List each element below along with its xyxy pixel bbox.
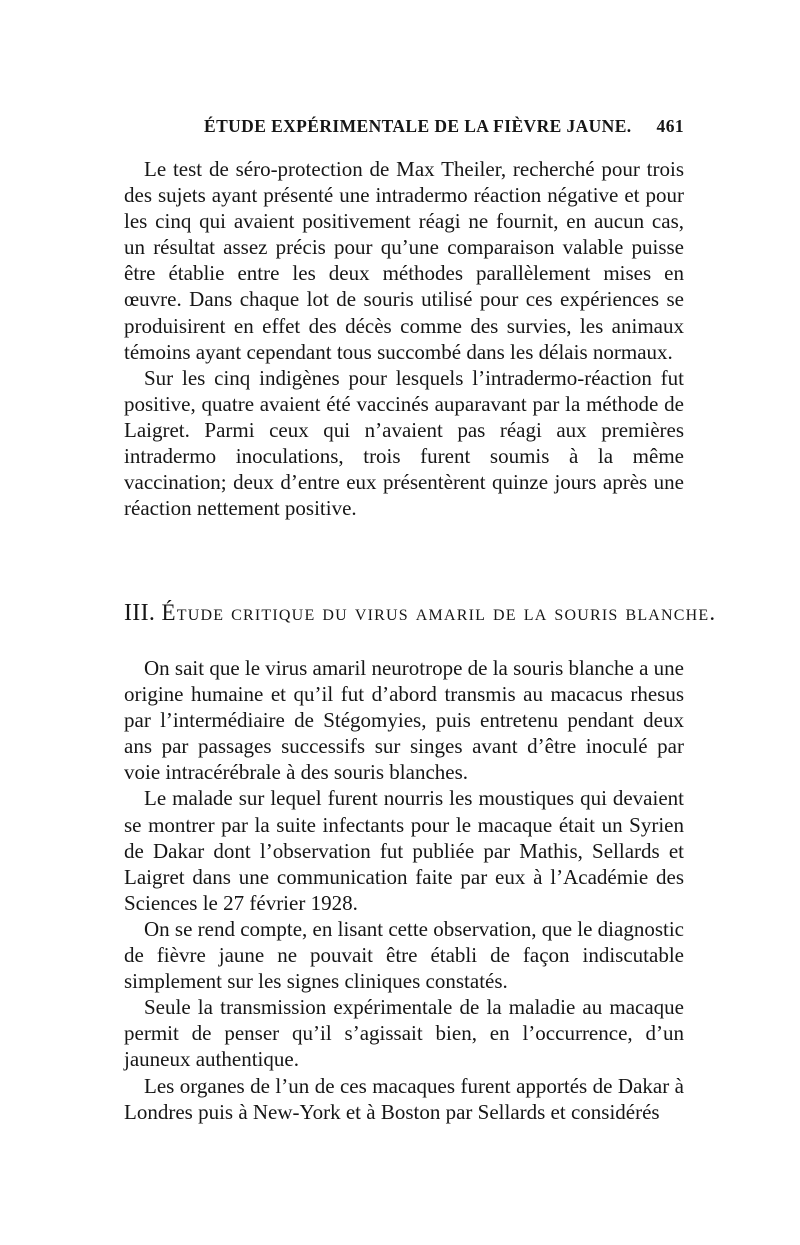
paragraph: Sur les cinq indigènes pour lesquels l’intradermo-réaction fut positive, quatre avaient été vaccinés auparavant par la méthode de Laigret. Parmi ceux qui n’avaient pas réagi aux premières intradermo inoculations, trois furent soumis à la même vaccination; deux d’entre eux présentèrent quinze jours après une réaction nettement positive. xyxy=(124,365,684,521)
section-heading xyxy=(124,600,717,627)
paragraph: Le malade sur lequel furent nourris les moustiques qui devaient se montrer par la suite infectants pour le macaque était un Syrien de Dakar dont l’observation fut publiée par Mathis, Sellards et Laigret dans une communication faite par eux à l’Académie des Sciences le 27 février 1928. xyxy=(124,786,684,915)
text-block-after-section xyxy=(124,655,684,1125)
paragraph: Le test de séro-protection de Max Theiler, recherché pour trois des sujets ayant présenté une intradermo réaction négative et pour les cinq qui avaient positivement réagi ne fournit, en aucun cas, un résultat assez précis pour qu’une comparaison valable puisse être établie entre les deux méthodes parallèlement mises en œuvre. Dans chaque lot de souris utilisé pour ces expériences se produisirent en effet des décès comme des survies, les animaux témoins ayant cependant tous succombé dans les délais normaux. xyxy=(124,157,684,364)
section-title: Étude critique du virus amaril de la souris blanche. xyxy=(161,600,717,625)
text-block-before-section xyxy=(124,156,684,521)
paragraph: Seule la transmission expérimentale de la maladie au macaque permit de penser qu’il s’agissait bien, en l’occurrence, d’un jauneux authentique. xyxy=(124,995,684,1072)
page-number: 461 xyxy=(656,116,684,136)
section-number: III. xyxy=(124,600,156,626)
running-head xyxy=(124,116,684,146)
running-title: ÉTUDE EXPÉRIMENTALE DE LA FIÈVRE JAUNE. xyxy=(204,116,632,136)
paragraph: On sait que le virus amaril neurotrope de la souris blanche a une origine humaine et qu’il fut d’abord transmis au macacus rhesus par l’intermédiaire de Stégomyies, puis entretenu pendant deux ans par passages successifs sur singes avant d’être inoculé par voie intracérébrale à des souris blanches. xyxy=(124,656,684,785)
paragraph: On se rend compte, en lisant cette observation, que le diagnostic de fièvre jaune ne pouvait être établi de façon indiscutable simplement sur les signes cliniques constatés. xyxy=(124,916,685,994)
paragraph: Les organes de l’un de ces macaques furent apportés de Dakar à Londres puis à New-York et à Boston par Sellards et considérés xyxy=(124,1073,684,1124)
